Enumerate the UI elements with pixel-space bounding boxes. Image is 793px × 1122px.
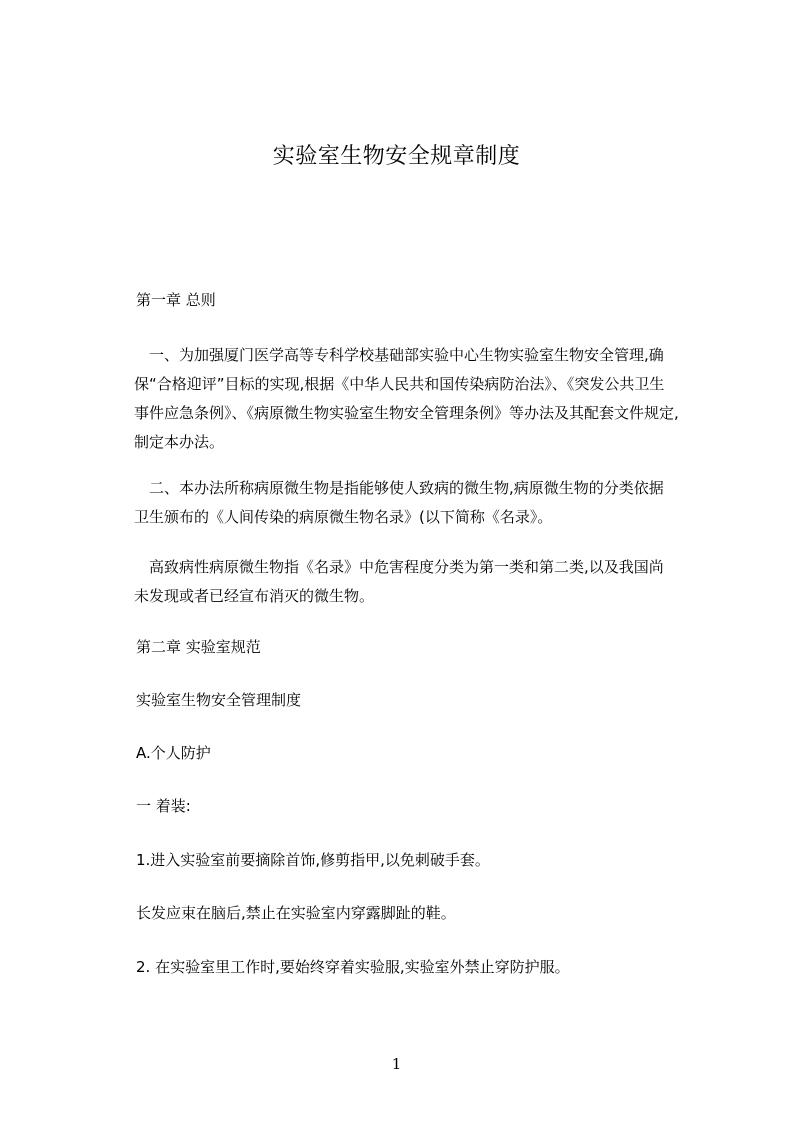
paragraph-3-line: 未发现或者已经宣布消灭的微生物。 — [134, 587, 375, 605]
paragraph-1-line: 保“合格迎评”目标的实现,根据《中华人民共和国传染病防治法》、《突发公共卫生 — [134, 375, 665, 393]
paragraph-1-line: 事件应急条例》、《病原微生物实验室生物安全管理条例》等办法及其配套文件规定, — [134, 404, 679, 422]
section-heading-management: 实验室生物安全管理制度 — [136, 691, 302, 709]
section-a-heading: A.个人防护 — [136, 744, 211, 762]
rule-1-continued: 长发应束在脑后,禁止在实验室内穿露脚趾的鞋。 — [136, 904, 456, 922]
paragraph-3 — [134, 553, 724, 611]
paragraph-2 — [134, 474, 724, 532]
page-number: 1 — [391, 1055, 402, 1073]
dress-code-heading: 一 着装: — [136, 797, 191, 815]
document-title: 实验室生物安全规章制度 — [272, 144, 521, 169]
paragraph-1-line: 一、为加强厦门医学高等专科学校基础部实验中心生物实验室生物安全管理,确 — [134, 346, 664, 364]
paragraph-2-line: 二、本办法所称病原微生物是指能够使人致病的微生物,病原微生物的分类依据 — [134, 479, 664, 497]
chapter-1-heading: 第一章 总则 — [136, 291, 216, 309]
paragraph-1-line: 制定本办法。 — [134, 433, 225, 451]
paragraph-2-line: 卫生颁布的《人间传染的病原微生物名录》(以下简称《名录》。 — [134, 508, 553, 526]
paragraph-1 — [134, 341, 724, 457]
rule-2: 2. 在实验室里工作时,要始终穿着实验服,实验室外禁止穿防护服。 — [136, 958, 570, 976]
paragraph-3-line: 高致病性病原微生物指《名录》中危害程度分类为第一类和第二类,以及我国尚 — [134, 558, 664, 576]
chapter-2-heading: 第二章 实验室规范 — [136, 638, 261, 656]
rule-1: 1.进入实验室前要摘除首饰,修剪指甲,以免刺破手套。 — [136, 851, 490, 869]
